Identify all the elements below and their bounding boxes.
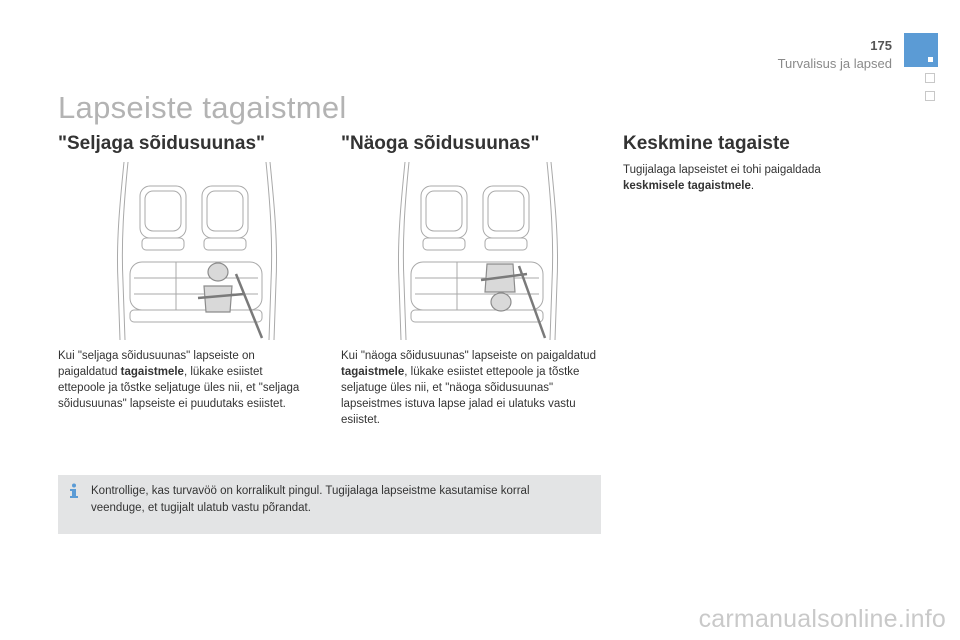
forward-facing-seat-illustration	[393, 162, 563, 340]
rear-facing-text: Kui "seljaga sõidusuunas" lapseiste on paigaldatud tagaistmele, lükake esiistet ettepoole ja tõstke seljatuge üles nii, et "seljaga sõidusuunas" lapseiste ei puudutaks esiistet.	[58, 350, 300, 410]
heading-middle-seat: Keskmine tagaiste	[623, 133, 790, 154]
page-title: Lapseiste tagaistmel	[58, 90, 347, 125]
middle-seat-text: Tugijalaga lapseistet ei tohi paigaldada keskmisele tagaistmele.	[623, 164, 821, 192]
section-label: Turvalisus ja lapsed	[777, 56, 892, 71]
chapter-tab[interactable]	[925, 73, 935, 83]
page-number: 175	[870, 38, 892, 53]
watermark: carmanualsonline.info	[698, 605, 946, 633]
heading-rear-facing: "Seljaga sõidusuunas"	[58, 133, 266, 154]
info-box	[58, 475, 601, 534]
info-icon	[67, 483, 81, 499]
chapter-tab-active[interactable]	[904, 33, 938, 67]
chapter-tab[interactable]	[925, 91, 935, 101]
rear-facing-seat-illustration	[112, 162, 282, 340]
info-text: Kontrollige, kas turvavöö on korralikult pingul. Tugijalaga lapseistme kasutamise korral veenduge, et tugijalt ulatub vastu põrandat.	[91, 485, 530, 514]
heading-forward-facing: "Näoga sõidusuunas"	[341, 133, 540, 154]
forward-facing-text: Kui "näoga sõidusuunas" lapseiste on paigaldatud tagaistmele, lükake esiistet ettepoole ja tõstke seljatuge üles nii, et "näoga sõidusuunas" lapseistmes istuva lapse jalad ei ulatuks vastu esiistet.	[341, 350, 596, 426]
